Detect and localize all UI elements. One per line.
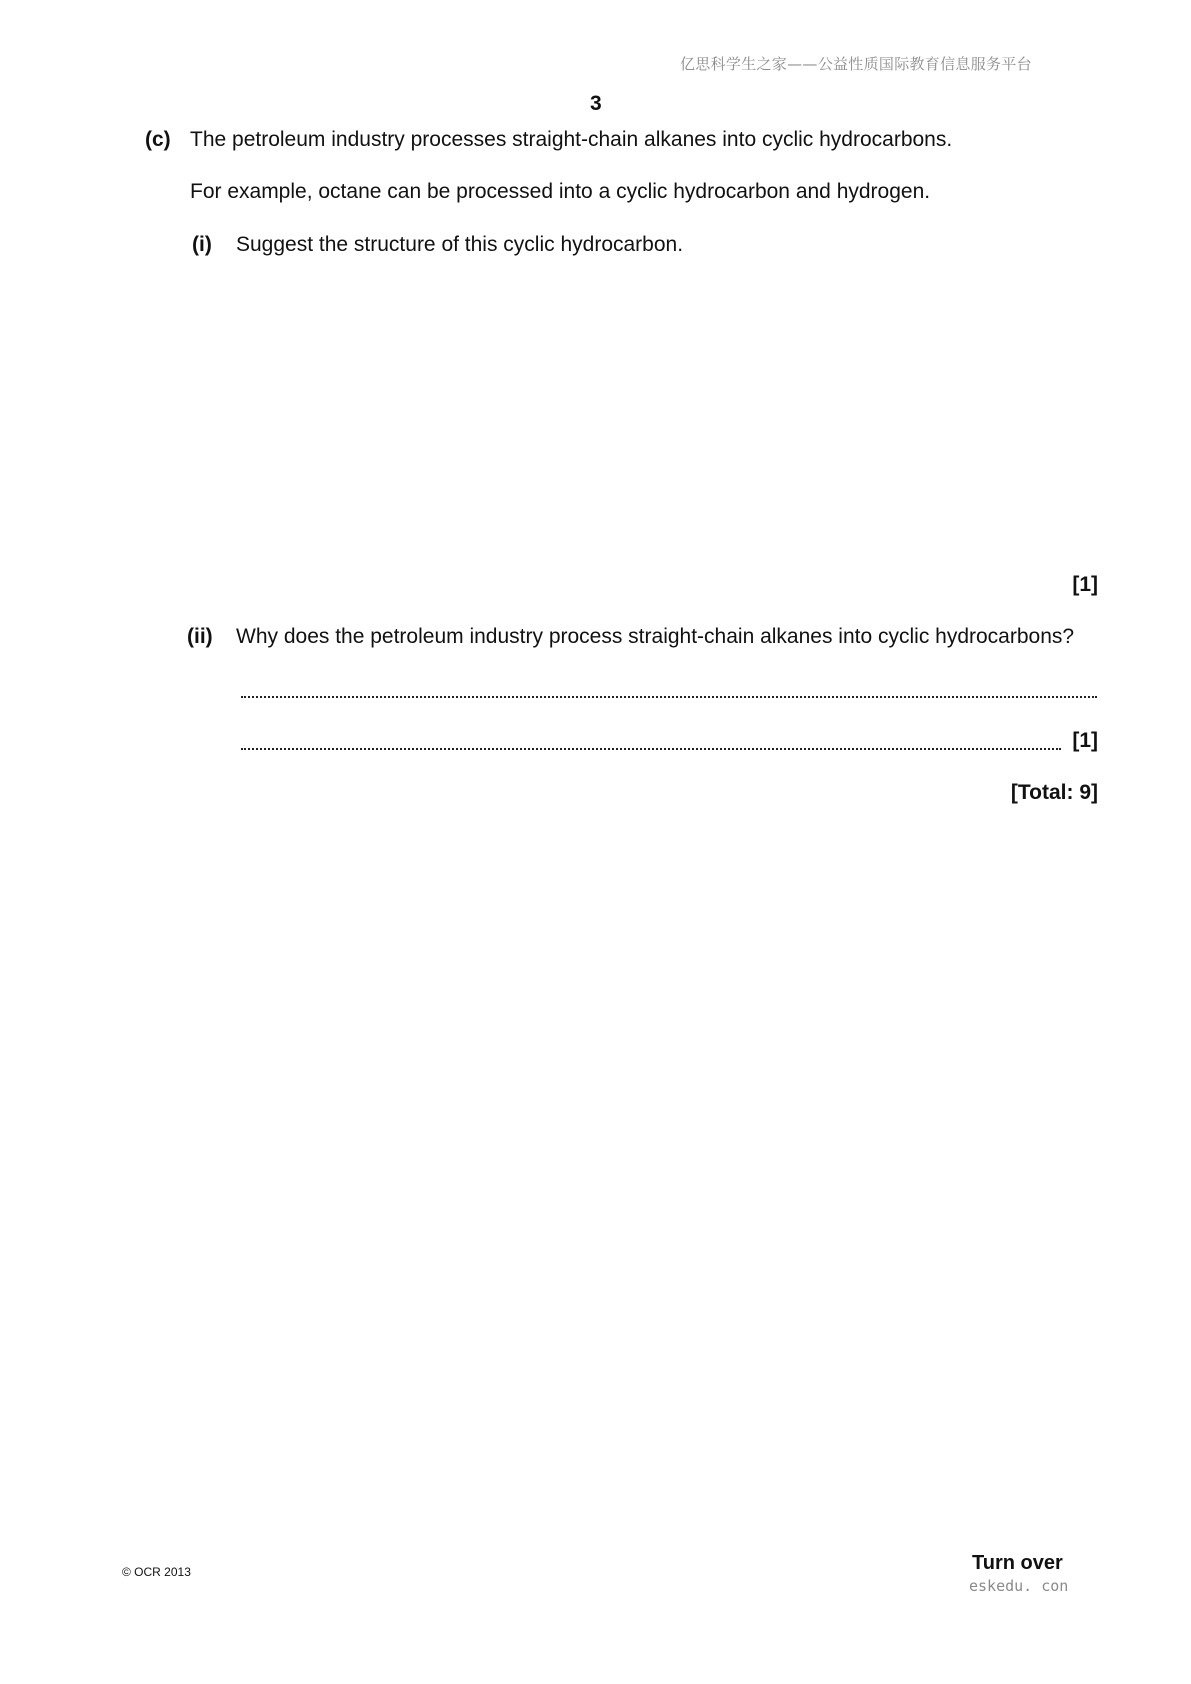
part-ii-text: Why does the petroleum industry process straight-chain alkanes into cyclic hydrocarbons? [236, 625, 1075, 648]
header-watermark: 亿思科学生之家——公益性质国际教育信息服务平台 [680, 55, 1032, 73]
answer-line-1[interactable] [241, 696, 1097, 698]
part-i-marks: [1] [1072, 573, 1098, 596]
answer-line-2[interactable] [241, 748, 1061, 750]
footer-turn-over: Turn over [972, 1552, 1063, 1574]
part-i-text: Suggest the structure of this cyclic hydrocarbon. [236, 233, 684, 256]
page-number: 3 [590, 92, 602, 115]
part-ii-label: (ii) [187, 625, 213, 648]
footer-copyright: © OCR 2013 [122, 1565, 191, 1579]
question-c-text-2: For example, octane can be processed into a cyclic hydrocarbon and hydrogen. [190, 180, 931, 203]
question-c-text-1: The petroleum industry processes straight-chain alkanes into cyclic hydrocarbons. [190, 128, 953, 151]
question-c-label: (c) [145, 128, 171, 151]
total-marks: [Total: 9] [1010, 781, 1098, 804]
part-i-label: (i) [192, 233, 212, 256]
footer-watermark: eskedu. con [969, 1577, 1069, 1595]
part-ii-marks: [1] [1072, 729, 1098, 752]
structure-answer-space[interactable] [236, 270, 1096, 560]
